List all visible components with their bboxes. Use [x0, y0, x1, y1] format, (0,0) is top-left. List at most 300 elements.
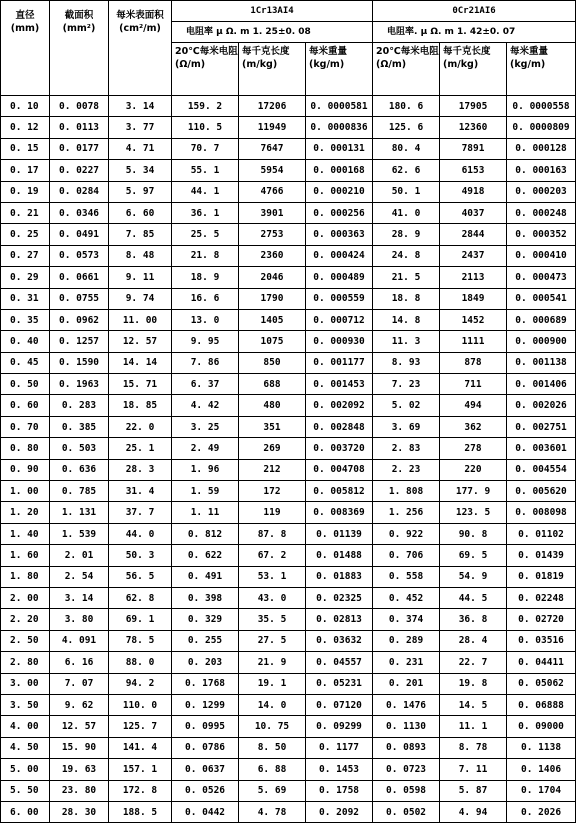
- cell-alloy1-length: 8. 50: [239, 737, 306, 758]
- cell-alloy1-length: 21. 9: [239, 652, 306, 673]
- cell-diameter: 0. 35: [1, 309, 50, 330]
- cell-alloy2-weight: 0. 003601: [507, 438, 576, 459]
- cell-alloy2-weight: 0. 04411: [507, 652, 576, 673]
- cell-area: 2. 54: [50, 566, 109, 587]
- cell-alloy1-resistance: 0. 0526: [172, 780, 239, 801]
- cell-alloy2-length: 1452: [440, 309, 507, 330]
- cell-alloy1-length: 35. 5: [239, 609, 306, 630]
- cell-alloy2-length: 278: [440, 438, 507, 459]
- cell-alloy2-resistance: 1. 808: [373, 481, 440, 502]
- cell-alloy2-length: 4037: [440, 202, 507, 223]
- cell-alloy2-length: 36. 8: [440, 609, 507, 630]
- cell-surface: 56. 5: [109, 566, 172, 587]
- cell-surface: 6. 60: [109, 202, 172, 223]
- cell-alloy2-resistance: 125. 6: [373, 117, 440, 138]
- cell-alloy1-resistance: 3. 25: [172, 416, 239, 437]
- cell-surface: 172. 8: [109, 780, 172, 801]
- cell-diameter: 2. 00: [1, 587, 50, 608]
- cell-area: 0. 283: [50, 395, 109, 416]
- table-row: [1, 352, 576, 373]
- table-row: [1, 673, 576, 694]
- cell-alloy1-weight: 0. 000168: [306, 160, 373, 181]
- cell-alloy1-length: 67. 2: [239, 545, 306, 566]
- cell-alloy2-resistance: 14. 8: [373, 309, 440, 330]
- cell-alloy2-resistance: 2. 23: [373, 459, 440, 480]
- cell-alloy1-resistance: 9. 95: [172, 331, 239, 352]
- cell-surface: 31. 4: [109, 481, 172, 502]
- cell-alloy1-resistance: 0. 622: [172, 545, 239, 566]
- cell-alloy1-length: 3901: [239, 202, 306, 223]
- cell-alloy1-weight: 0. 003720: [306, 438, 373, 459]
- cell-alloy1-resistance: 36. 1: [172, 202, 239, 223]
- cell-diameter: 3. 50: [1, 694, 50, 715]
- cell-alloy1-resistance: 0. 1299: [172, 694, 239, 715]
- cell-surface: 3. 14: [109, 96, 172, 117]
- cell-alloy1-length: 269: [239, 438, 306, 459]
- table-row: [1, 395, 576, 416]
- cell-alloy1-length: 1790: [239, 288, 306, 309]
- cell-alloy1-length: 43. 0: [239, 587, 306, 608]
- cell-alloy1-weight: 0. 004708: [306, 459, 373, 480]
- header-area: 截面积 (mm²): [50, 1, 109, 96]
- cell-alloy2-weight: 0. 2026: [507, 801, 576, 822]
- cell-alloy2-weight: 0. 002026: [507, 395, 576, 416]
- cell-alloy2-weight: 0. 005620: [507, 481, 576, 502]
- table-row: [1, 502, 576, 523]
- cell-surface: 15. 71: [109, 374, 172, 395]
- cell-surface: 4. 71: [109, 138, 172, 159]
- header-diameter: 直径 (mm): [1, 1, 50, 96]
- cell-alloy2-weight: 0. 05062: [507, 673, 576, 694]
- cell-surface: 12. 57: [109, 331, 172, 352]
- cell-diameter: 0. 19: [1, 181, 50, 202]
- cell-surface: 88. 0: [109, 652, 172, 673]
- table-row: [1, 545, 576, 566]
- cell-alloy1-length: 14. 0: [239, 694, 306, 715]
- cell-alloy1-resistance: 0. 0442: [172, 801, 239, 822]
- cell-alloy1-resistance: 70. 7: [172, 138, 239, 159]
- cell-diameter: 1. 60: [1, 545, 50, 566]
- cell-area: 2. 01: [50, 545, 109, 566]
- cell-alloy2-resistance: 0. 231: [373, 652, 440, 673]
- table-row: [1, 759, 576, 780]
- cell-surface: 94. 2: [109, 673, 172, 694]
- cell-alloy1-weight: 0. 03632: [306, 630, 373, 651]
- cell-alloy2-weight: 0. 09000: [507, 716, 576, 737]
- cell-alloy2-length: 90. 8: [440, 523, 507, 544]
- cell-alloy1-length: 6. 88: [239, 759, 306, 780]
- cell-alloy1-weight: 0. 000489: [306, 267, 373, 288]
- cell-alloy2-weight: 0. 01102: [507, 523, 576, 544]
- cell-alloy2-resistance: 0. 558: [373, 566, 440, 587]
- table-row: [1, 652, 576, 673]
- cell-alloy2-length: 69. 5: [440, 545, 507, 566]
- cell-surface: 25. 1: [109, 438, 172, 459]
- cell-alloy1-resistance: 0. 255: [172, 630, 239, 651]
- cell-area: 0. 0661: [50, 267, 109, 288]
- cell-alloy1-weight: 0. 000256: [306, 202, 373, 223]
- cell-diameter: 1. 40: [1, 523, 50, 544]
- cell-alloy1-length: 27. 5: [239, 630, 306, 651]
- cell-alloy1-resistance: 16. 6: [172, 288, 239, 309]
- cell-area: 0. 0078: [50, 96, 109, 117]
- cell-alloy1-length: 4. 78: [239, 801, 306, 822]
- cell-alloy1-weight: 0. 001177: [306, 352, 373, 373]
- table-row: [1, 117, 576, 138]
- cell-alloy2-length: 11. 1: [440, 716, 507, 737]
- header-alloy1-name: 1Cr13AI4: [172, 1, 373, 22]
- cell-area: 0. 1963: [50, 374, 109, 395]
- cell-alloy2-resistance: 2. 83: [373, 438, 440, 459]
- cell-alloy2-weight: 0. 000352: [507, 224, 576, 245]
- cell-surface: 62. 8: [109, 587, 172, 608]
- cell-alloy2-length: 2113: [440, 267, 507, 288]
- cell-alloy2-length: 220: [440, 459, 507, 480]
- header-alloy2-length: 每千克长度(m/kg): [440, 43, 507, 96]
- cell-alloy2-length: 494: [440, 395, 507, 416]
- cell-area: 12. 57: [50, 716, 109, 737]
- cell-alloy2-weight: 0. 01819: [507, 566, 576, 587]
- cell-alloy2-length: 44. 5: [440, 587, 507, 608]
- cell-area: 15. 90: [50, 737, 109, 758]
- cell-alloy1-weight: 0. 002092: [306, 395, 373, 416]
- cell-alloy2-length: 878: [440, 352, 507, 373]
- cell-area: 0. 503: [50, 438, 109, 459]
- cell-alloy2-weight: 0. 0000558: [507, 96, 576, 117]
- cell-area: 19. 63: [50, 759, 109, 780]
- cell-alloy2-weight: 0. 1406: [507, 759, 576, 780]
- cell-alloy2-weight: 0. 0000809: [507, 117, 576, 138]
- cell-diameter: 5. 50: [1, 780, 50, 801]
- cell-alloy1-weight: 0. 000930: [306, 331, 373, 352]
- cell-area: 0. 0755: [50, 288, 109, 309]
- cell-alloy2-length: 17905: [440, 96, 507, 117]
- cell-alloy1-weight: 0. 01488: [306, 545, 373, 566]
- cell-area: 0. 0177: [50, 138, 109, 159]
- cell-area: 28. 30: [50, 801, 109, 822]
- cell-alloy1-length: 7647: [239, 138, 306, 159]
- cell-alloy1-resistance: 21. 8: [172, 245, 239, 266]
- table-row: [1, 630, 576, 651]
- cell-alloy2-resistance: 0. 0502: [373, 801, 440, 822]
- table-row: [1, 737, 576, 758]
- cell-alloy1-resistance: 44. 1: [172, 181, 239, 202]
- cell-diameter: 0. 27: [1, 245, 50, 266]
- cell-alloy1-length: 2753: [239, 224, 306, 245]
- cell-alloy2-weight: 0. 02248: [507, 587, 576, 608]
- cell-alloy2-length: 177. 9: [440, 481, 507, 502]
- cell-alloy1-weight: 0. 02325: [306, 587, 373, 608]
- table-row: [1, 780, 576, 801]
- cell-alloy2-resistance: 5. 02: [373, 395, 440, 416]
- cell-alloy1-resistance: 110. 5: [172, 117, 239, 138]
- cell-alloy2-weight: 0. 000689: [507, 309, 576, 330]
- cell-diameter: 0. 12: [1, 117, 50, 138]
- table-row: [1, 96, 576, 117]
- cell-alloy1-weight: 0. 1177: [306, 737, 373, 758]
- cell-alloy1-weight: 0. 02813: [306, 609, 373, 630]
- cell-diameter: 1. 20: [1, 502, 50, 523]
- cell-alloy2-length: 711: [440, 374, 507, 395]
- cell-alloy1-length: 351: [239, 416, 306, 437]
- cell-alloy2-resistance: 21. 5: [373, 267, 440, 288]
- table-row: [1, 481, 576, 502]
- cell-area: 0. 0113: [50, 117, 109, 138]
- cell-surface: 5. 97: [109, 181, 172, 202]
- cell-alloy2-resistance: 0. 0723: [373, 759, 440, 780]
- table-row: [1, 245, 576, 266]
- header-surface: 每米表面积 (cm²/m): [109, 1, 172, 96]
- cell-alloy1-length: 87. 8: [239, 523, 306, 544]
- cell-alloy2-resistance: 0. 201: [373, 673, 440, 694]
- cell-surface: 7. 85: [109, 224, 172, 245]
- cell-surface: 50. 3: [109, 545, 172, 566]
- cell-alloy2-resistance: 0. 922: [373, 523, 440, 544]
- cell-alloy1-weight: 0. 07120: [306, 694, 373, 715]
- cell-alloy2-length: 362: [440, 416, 507, 437]
- cell-alloy1-weight: 0. 000131: [306, 138, 373, 159]
- cell-alloy1-resistance: 0. 0786: [172, 737, 239, 758]
- cell-alloy2-resistance: 28. 9: [373, 224, 440, 245]
- cell-diameter: 4. 50: [1, 737, 50, 758]
- cell-alloy2-length: 7891: [440, 138, 507, 159]
- cell-alloy1-length: 19. 1: [239, 673, 306, 694]
- cell-diameter: 0. 29: [1, 267, 50, 288]
- table-row: [1, 331, 576, 352]
- cell-alloy1-length: 2360: [239, 245, 306, 266]
- cell-surface: 188. 5: [109, 801, 172, 822]
- cell-area: 0. 636: [50, 459, 109, 480]
- cell-surface: 28. 3: [109, 459, 172, 480]
- cell-alloy2-length: 22. 7: [440, 652, 507, 673]
- cell-alloy2-weight: 0. 000248: [507, 202, 576, 223]
- table-row: [1, 459, 576, 480]
- cell-alloy1-resistance: 18. 9: [172, 267, 239, 288]
- cell-alloy1-weight: 0. 01883: [306, 566, 373, 587]
- cell-diameter: 6. 00: [1, 801, 50, 822]
- cell-area: 0. 0284: [50, 181, 109, 202]
- cell-surface: 3. 77: [109, 117, 172, 138]
- cell-alloy2-weight: 0. 008098: [507, 502, 576, 523]
- cell-alloy1-resistance: 0. 398: [172, 587, 239, 608]
- header-alloy2-weight: 每米重量(kg/m): [507, 43, 576, 96]
- cell-alloy2-resistance: 62. 6: [373, 160, 440, 181]
- cell-alloy2-weight: 0. 000203: [507, 181, 576, 202]
- cell-diameter: 2. 20: [1, 609, 50, 630]
- cell-alloy1-resistance: 1. 59: [172, 481, 239, 502]
- cell-diameter: 0. 60: [1, 395, 50, 416]
- cell-alloy1-length: 1405: [239, 309, 306, 330]
- cell-alloy2-length: 5. 87: [440, 780, 507, 801]
- cell-surface: 37. 7: [109, 502, 172, 523]
- cell-alloy1-weight: 0. 000210: [306, 181, 373, 202]
- cell-diameter: 2. 80: [1, 652, 50, 673]
- cell-alloy1-weight: 0. 0000836: [306, 117, 373, 138]
- cell-alloy2-resistance: 180. 6: [373, 96, 440, 117]
- cell-alloy2-weight: 0. 002751: [507, 416, 576, 437]
- cell-alloy1-resistance: 0. 1768: [172, 673, 239, 694]
- cell-alloy1-resistance: 2. 49: [172, 438, 239, 459]
- cell-alloy1-resistance: 13. 0: [172, 309, 239, 330]
- cell-alloy1-weight: 0. 000424: [306, 245, 373, 266]
- cell-alloy1-weight: 0. 008369: [306, 502, 373, 523]
- cell-alloy2-resistance: 0. 452: [373, 587, 440, 608]
- cell-diameter: 0. 90: [1, 459, 50, 480]
- cell-alloy2-weight: 0. 000128: [507, 138, 576, 159]
- cell-alloy1-length: 172: [239, 481, 306, 502]
- cell-alloy1-weight: 0. 09299: [306, 716, 373, 737]
- cell-area: 0. 385: [50, 416, 109, 437]
- cell-alloy1-resistance: 55. 1: [172, 160, 239, 181]
- table-row: [1, 374, 576, 395]
- cell-alloy2-resistance: 0. 0598: [373, 780, 440, 801]
- cell-alloy2-weight: 0. 02720: [507, 609, 576, 630]
- table-row: [1, 309, 576, 330]
- cell-diameter: 0. 21: [1, 202, 50, 223]
- cell-alloy2-weight: 0. 000541: [507, 288, 576, 309]
- cell-diameter: 0. 31: [1, 288, 50, 309]
- cell-alloy1-weight: 0. 04557: [306, 652, 373, 673]
- cell-area: 0. 0962: [50, 309, 109, 330]
- cell-alloy1-resistance: 25. 5: [172, 224, 239, 245]
- table-row: [1, 160, 576, 181]
- cell-diameter: 0. 10: [1, 96, 50, 117]
- cell-diameter: 1. 80: [1, 566, 50, 587]
- table-row: [1, 267, 576, 288]
- table-row: [1, 288, 576, 309]
- cell-alloy2-length: 14. 5: [440, 694, 507, 715]
- cell-alloy2-weight: 0. 06888: [507, 694, 576, 715]
- cell-alloy2-length: 12360: [440, 117, 507, 138]
- table-row: [1, 716, 576, 737]
- header-alloy1-length: 每千克长度(m/kg): [239, 43, 306, 96]
- table-body: [1, 96, 576, 823]
- cell-alloy2-resistance: 1. 256: [373, 502, 440, 523]
- cell-alloy1-weight: 0. 1453: [306, 759, 373, 780]
- cell-alloy1-weight: 0. 1758: [306, 780, 373, 801]
- cell-surface: 69. 1: [109, 609, 172, 630]
- cell-surface: 141. 4: [109, 737, 172, 758]
- cell-alloy1-length: 1075: [239, 331, 306, 352]
- table-row: [1, 523, 576, 544]
- cell-diameter: 2. 50: [1, 630, 50, 651]
- table-row: [1, 566, 576, 587]
- table-row: [1, 416, 576, 437]
- cell-area: 1. 131: [50, 502, 109, 523]
- cell-alloy2-resistance: 18. 8: [373, 288, 440, 309]
- cell-alloy2-resistance: 50. 1: [373, 181, 440, 202]
- cell-surface: 78. 5: [109, 630, 172, 651]
- cell-alloy1-weight: 0. 0000581: [306, 96, 373, 117]
- cell-area: 9. 62: [50, 694, 109, 715]
- cell-alloy2-length: 1849: [440, 288, 507, 309]
- cell-alloy2-resistance: 0. 1130: [373, 716, 440, 737]
- cell-surface: 125. 7: [109, 716, 172, 737]
- cell-alloy2-length: 6153: [440, 160, 507, 181]
- cell-alloy2-resistance: 24. 8: [373, 245, 440, 266]
- cell-area: 6. 16: [50, 652, 109, 673]
- cell-alloy2-resistance: 7. 23: [373, 374, 440, 395]
- cell-alloy1-resistance: 0. 0995: [172, 716, 239, 737]
- cell-area: 7. 07: [50, 673, 109, 694]
- cell-alloy1-length: 850: [239, 352, 306, 373]
- cell-alloy1-length: 4766: [239, 181, 306, 202]
- cell-alloy2-weight: 0. 1138: [507, 737, 576, 758]
- cell-alloy2-weight: 0. 001138: [507, 352, 576, 373]
- cell-alloy1-resistance: 0. 203: [172, 652, 239, 673]
- cell-alloy2-weight: 0. 000900: [507, 331, 576, 352]
- cell-alloy1-length: 688: [239, 374, 306, 395]
- cell-alloy1-resistance: 7. 86: [172, 352, 239, 373]
- cell-alloy1-resistance: 159. 2: [172, 96, 239, 117]
- table-row: [1, 694, 576, 715]
- cell-alloy2-length: 123. 5: [440, 502, 507, 523]
- cell-surface: 8. 48: [109, 245, 172, 266]
- cell-alloy1-length: 119: [239, 502, 306, 523]
- cell-alloy1-weight: 0. 01139: [306, 523, 373, 544]
- cell-diameter: 0. 17: [1, 160, 50, 181]
- cell-diameter: 0. 50: [1, 374, 50, 395]
- cell-area: 4. 091: [50, 630, 109, 651]
- cell-alloy2-resistance: 11. 3: [373, 331, 440, 352]
- cell-alloy2-weight: 0. 000163: [507, 160, 576, 181]
- cell-alloy1-weight: 0. 05231: [306, 673, 373, 694]
- cell-alloy1-resistance: 0. 491: [172, 566, 239, 587]
- cell-alloy2-weight: 0. 001406: [507, 374, 576, 395]
- cell-area: 23. 80: [50, 780, 109, 801]
- table-row: [1, 587, 576, 608]
- cell-alloy2-weight: 0. 000410: [507, 245, 576, 266]
- cell-alloy1-length: 5. 69: [239, 780, 306, 801]
- cell-diameter: 0. 40: [1, 331, 50, 352]
- cell-surface: 110. 0: [109, 694, 172, 715]
- cell-alloy2-length: 4. 94: [440, 801, 507, 822]
- cell-diameter: 0. 25: [1, 224, 50, 245]
- cell-alloy2-resistance: 41. 0: [373, 202, 440, 223]
- cell-alloy2-resistance: 0. 374: [373, 609, 440, 630]
- header-alloy1-resistivity: 电阻率 μ Ω. m 1. 25±0. 08: [172, 22, 373, 43]
- cell-alloy1-weight: 0. 001453: [306, 374, 373, 395]
- cell-alloy2-weight: 0. 1704: [507, 780, 576, 801]
- cell-alloy2-weight: 0. 03516: [507, 630, 576, 651]
- cell-alloy1-resistance: 0. 0637: [172, 759, 239, 780]
- cell-alloy1-weight: 0. 000559: [306, 288, 373, 309]
- table-row: [1, 202, 576, 223]
- cell-alloy1-length: 5954: [239, 160, 306, 181]
- cell-alloy1-length: 11949: [239, 117, 306, 138]
- header-alloy2-resistance: 20℃每米电阻(Ω/m): [373, 43, 440, 96]
- cell-alloy1-resistance: 6. 37: [172, 374, 239, 395]
- table-row: [1, 438, 576, 459]
- cell-alloy2-resistance: 3. 69: [373, 416, 440, 437]
- cell-area: 0. 785: [50, 481, 109, 502]
- cell-alloy2-weight: 0. 000473: [507, 267, 576, 288]
- cell-alloy1-weight: 0. 005812: [306, 481, 373, 502]
- table-row: [1, 224, 576, 245]
- cell-diameter: 3. 00: [1, 673, 50, 694]
- cell-alloy1-length: 10. 75: [239, 716, 306, 737]
- cell-surface: 22. 0: [109, 416, 172, 437]
- cell-alloy2-length: 19. 8: [440, 673, 507, 694]
- cell-area: 0. 0491: [50, 224, 109, 245]
- cell-alloy1-length: 2046: [239, 267, 306, 288]
- cell-alloy2-length: 2437: [440, 245, 507, 266]
- cell-surface: 44. 0: [109, 523, 172, 544]
- cell-surface: 14. 14: [109, 352, 172, 373]
- cell-alloy2-resistance: 0. 1476: [373, 694, 440, 715]
- cell-alloy2-weight: 0. 01439: [507, 545, 576, 566]
- cell-alloy2-length: 28. 4: [440, 630, 507, 651]
